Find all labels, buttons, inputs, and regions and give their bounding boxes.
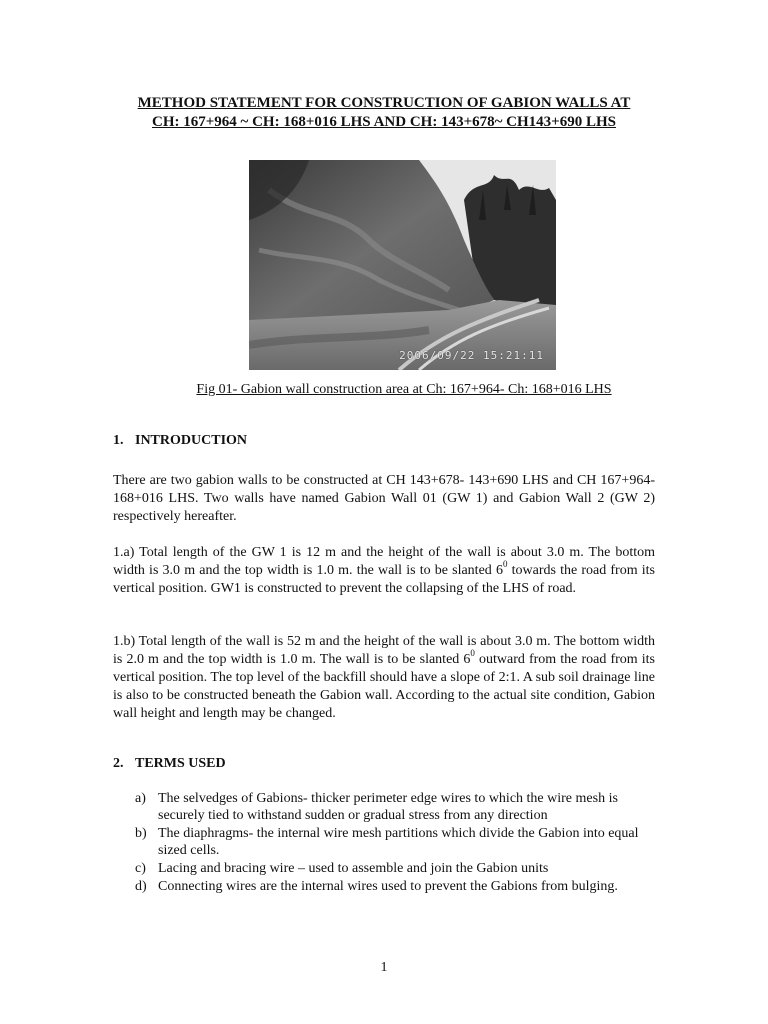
title-line-2: CH: 167+964 ~ CH: 168+016 LHS AND CH: 143+678~ CH143+690 LHS bbox=[152, 114, 616, 130]
section-1-number: 1. bbox=[113, 433, 124, 448]
page-number: 1 bbox=[380, 960, 388, 975]
list-item-text: The selvedges of Gabions- thicker perimeter edge wires to which the wire mesh is securely tied to withstand sudden or gradual stress from any direction bbox=[158, 791, 618, 823]
list-item-label: b) bbox=[135, 826, 147, 841]
paragraph-1a-degree: 0 bbox=[502, 559, 508, 570]
site-photo-graphic bbox=[249, 160, 556, 370]
list-item bbox=[135, 860, 655, 877]
list-item-text: The diaphragms- the internal wire mesh partitions which divide the Gabion into equal sized cells. bbox=[158, 826, 639, 858]
list-item bbox=[135, 825, 655, 859]
paragraph-1a-end: towards the road from its vertical position. GW1 is constructed to prevent the collapsing of the LHS of road. bbox=[113, 563, 655, 596]
list-item-text: Connecting wires are the internal wires used to prevent the Gabions from bulging. bbox=[158, 879, 618, 894]
list-item-label: d) bbox=[135, 879, 147, 894]
paragraph-1b-end: outward from the road from its vertical position. The top level of the backfill should have a slope of 2:1. A sub soil drainage line is also to be constructed beneath the Gabion wall. According to the actual site condition, Gabion wall height and length may be changed. bbox=[113, 652, 656, 721]
paragraph-1b-degree: 0 bbox=[470, 648, 475, 659]
section-2-heading bbox=[113, 756, 226, 772]
paragraph-1a-start: 1.a) Total length of the GW 1 is 12 m and the height of the wall is about 3.0 m. The bottom width is 3.0 m and the top width is 1.0 m. the wall is to be slanted 6 bbox=[113, 545, 655, 578]
paragraph-1a bbox=[113, 544, 655, 598]
title-line-1: METHOD STATEMENT FOR CONSTRUCTION OF GABION WALLS AT bbox=[137, 95, 631, 111]
section-1-heading bbox=[113, 433, 247, 449]
list-item bbox=[135, 878, 655, 895]
list-item-text: Lacing and bracing wire – used to assemble and join the Gabion units bbox=[158, 861, 549, 876]
list-item-label: a) bbox=[135, 791, 146, 806]
paragraph-1b-start: 1.b) Total length of the wall is 52 m and the height of the wall is about 3.0 m. The bottom width is 2.0 m and the top width is 1.0 m. The wall is to be slanted 6 bbox=[113, 634, 655, 667]
photo-timestamp: 2006/09/22 15:21:11 bbox=[399, 349, 544, 362]
section-2-number: 2. bbox=[113, 756, 124, 771]
section-2-title: TERMS USED bbox=[135, 756, 226, 771]
intro-paragraph bbox=[113, 472, 655, 526]
list-item-label: c) bbox=[135, 861, 146, 876]
figure-caption: Fig 01- Gabion wall construction area at Ch: 167+964- Ch: 168+016 LHS bbox=[196, 382, 612, 397]
list-item bbox=[135, 790, 655, 824]
paragraph-1b bbox=[113, 633, 655, 723]
site-photo bbox=[249, 160, 556, 370]
intro-text: There are two gabion walls to be constructed at CH 143+678- 143+690 LHS and CH 167+964-168+016 LHS. Two walls have named Gabion Wall 01 (GW 1) and Gabion Wall 2 (GW 2) respectively hereafter. bbox=[113, 473, 655, 524]
terms-list bbox=[135, 790, 655, 896]
section-1-title: INTRODUCTION bbox=[135, 433, 248, 448]
